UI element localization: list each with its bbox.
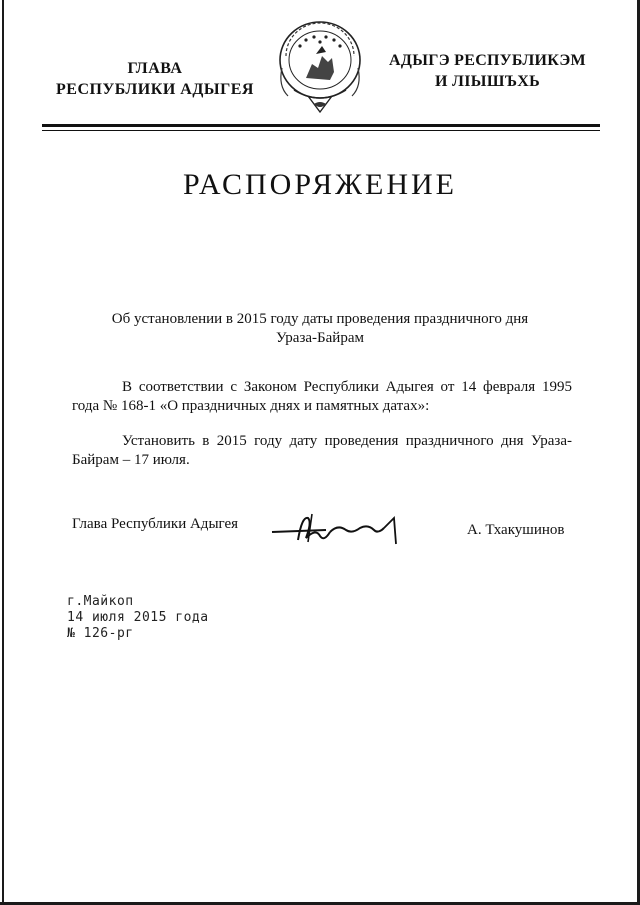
header-rule-thin: [42, 130, 600, 131]
page-edge-left: [2, 0, 4, 905]
body-paragraph-2: [72, 432, 572, 470]
document-subject: [60, 310, 580, 348]
header-left-line2: РЕСПУБЛИКИ АДЫГЕЯ: [56, 81, 254, 98]
footer-number: № 126-рг: [67, 626, 134, 641]
emblem-graphic: [276, 16, 364, 120]
header-right-line1: АДЫГЭ РЕСПУБЛИКЭМ: [389, 52, 586, 69]
body-paragraph-2-text: Установить в 2015 году дату проведения праздничного дня Ураза-Байрам – 17 июля.: [72, 433, 572, 468]
subject-line2: Ураза-Байрам: [276, 330, 364, 346]
body-paragraph-1: [72, 378, 572, 416]
handwritten-signature: [268, 508, 408, 550]
body-paragraph-1-text: В соответствии с Законом Республики Адыгея от 14 февраля 1995 года № 168-1 «О праздничных днях и памятных датах»:: [72, 379, 572, 414]
header-right-line2: И ЛІЫШЪХЬ: [435, 73, 540, 90]
document-title: РАСПОРЯЖЕНИЕ: [182, 168, 458, 201]
signature-graphic: [268, 508, 408, 550]
header-right: [385, 50, 590, 92]
header-left-line1: ГЛАВА: [127, 60, 183, 77]
header-rule-thick: [42, 124, 600, 127]
signatory-name: А. Тхакушинов: [467, 522, 565, 538]
footer-date: 14 июля 2015 года: [67, 610, 209, 625]
subject-line1: Об установлении в 2015 году даты проведения праздничного дня: [111, 311, 529, 327]
signatory-position: Глава Республики Адыгея: [72, 516, 239, 532]
coat-of-arms-emblem: [276, 16, 364, 120]
footer-city: г.Майкоп: [67, 594, 134, 609]
header-left: [40, 58, 270, 100]
